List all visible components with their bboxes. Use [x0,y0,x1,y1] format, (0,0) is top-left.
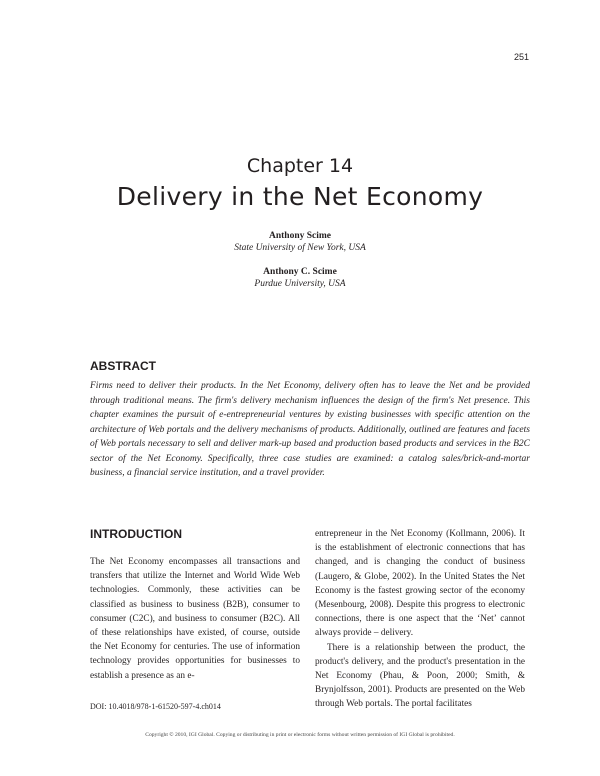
author-2 [0,266,600,290]
author-affiliation: Purdue University, USA [254,279,346,289]
paragraph: entrepreneur in the Net Economy (Kollmann, 2006). It is the establishment of electronic connections that has changed, and is changing the conduct of business (Laugero, & Globe, 2002). In the United States the Net Economy is the fastest growing sector of the economy (Mesenbourg, 2008). Despite this progress to electronic connections, there is one aspect that the ‘Net’ cannot always provide – delivery. [315,529,525,639]
copyright-notice: Copyright © 2010, IGI Global. Copying or distributing in print or electronic forms without written permission of IGI Global is prohibited. [145,732,455,738]
abstract-heading: ABSTRACT [90,359,156,373]
author-affiliation: State University of New York, USA [234,243,366,253]
introduction-right-column [315,527,525,712]
paragraph: The Net Economy encompasses all transactions and transfers that utilize the Internet and World Wide Web technologies. Commonly, these activities can be classified as business to business (B2B), consumer to consumer (C2C), and business to consumer (B2C). All of these relationships have existed, of course, outside the Net Economy for centuries. The use of information technology provides opportunities for businesses to establish a presence as an e- [90,557,300,681]
author-name: Anthony Scime [268,231,332,241]
author-name: Anthony C. Scime [263,267,337,277]
doi: DOI: 10.4018/978-1-61520-597-4.ch014 [90,702,221,711]
page-number: 251 [513,52,529,62]
abstract-text: Firms need to deliver their products. In the Net Economy, delivery often has to leave the Net and be provided through traditional means. The firm's delivery mechanism influences the design of the firm's Net presence. This chapter examines the pursuit of e-entrepreneurial ventures by existing businesses with specific attention on the architecture of Web portals and the delivery mechanisms of products. Additionally, outlined are features and facets of Web portals necessary to sell and deliver mark-up based and production based products and services in the B2C sector of the Net Economy. Specifically, three case studies are examined: a catalog sales/brick-and-mortar business, a financial service institution, and a travel provider. [90,381,530,478]
introduction-heading: INTRODUCTION [90,527,182,541]
author-1 [0,230,600,254]
introduction-left-column [90,555,300,683]
chapter-label: Chapter 14 [246,155,354,177]
paragraph: There is a relationship between the product, the product's delivery, and the product's presentation in the Net Economy (Phau, & Poon, 2000; Smith, & Brynjolfsson, 2001). Products are presented on the Web through Web portals. The portal facilitates [315,642,525,710]
chapter-title: Delivery in the Net Economy [116,182,484,211]
